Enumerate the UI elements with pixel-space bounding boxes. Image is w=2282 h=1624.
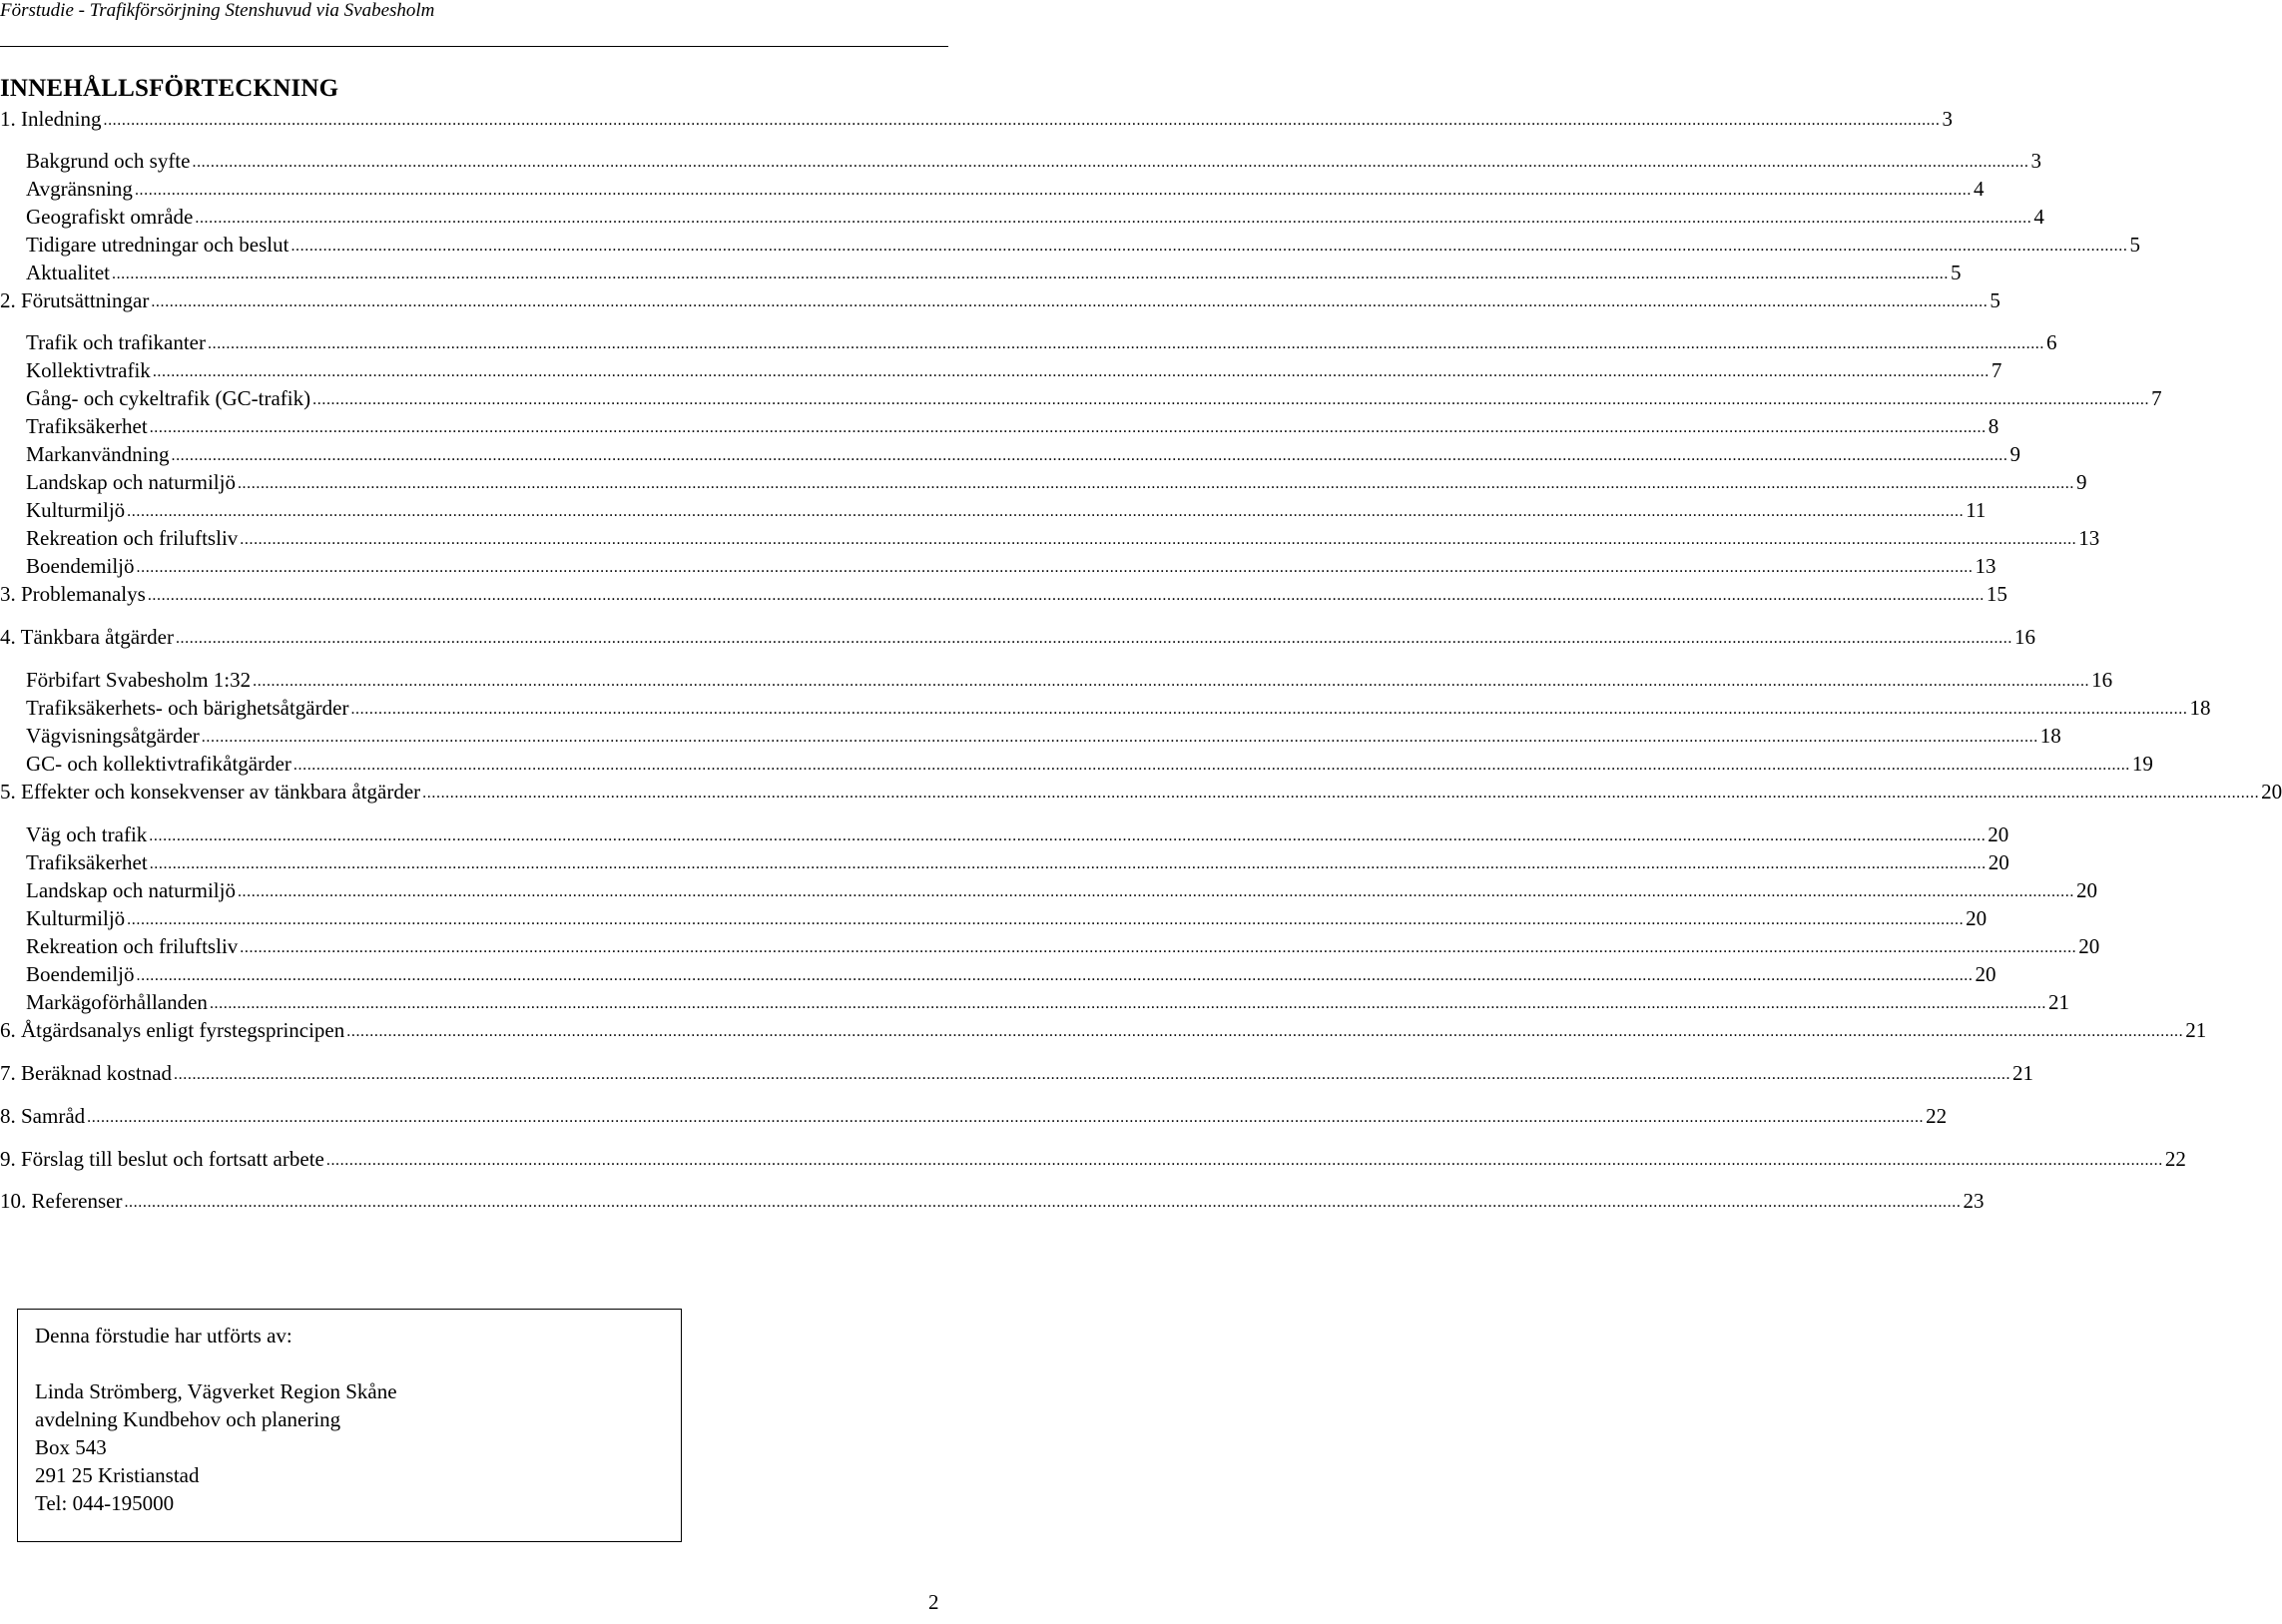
toc-dot-leader: ................................................................................................................................................................................................................................................................................................................................................................................................................ [240,531,2077,548]
toc-dot-leader: ................................................................................................................................................................................................................................................................................................................................................................................................................ [149,827,1987,844]
toc-entry-label: Väg och trafik [26,822,148,846]
toc-entry[interactable] [0,1101,1948,1129]
toc-entry-label: Bakgrund och syfte [26,149,191,173]
toc-entry[interactable] [0,383,2162,411]
toc-entry-label: Trafiksäkerhet [26,414,148,438]
toc-entry-label: 3. Problemanalys [0,582,146,606]
toc-dot-leader: ................................................................................................................................................................................................................................................................................................................................................................................................................ [174,1066,2011,1083]
toc-entry-page: 9 [2075,470,2087,494]
toc-entry-page: 16 [2013,625,2035,649]
toc-entry-label: Förbifart Svabesholm 1:32 [26,668,252,692]
page-number: 2 [928,1590,939,1614]
toc-entry[interactable] [0,439,2020,467]
contact-phone: Tel: 044-195000 [35,1491,175,1515]
toc-dot-leader: ................................................................................................................................................................................................................................................................................................................................................................................................................ [346,1023,2184,1040]
contact-box [17,1309,682,1542]
toc-entry[interactable] [0,875,2097,903]
toc-entry[interactable] [0,523,2100,551]
toc-entry[interactable] [0,285,2000,313]
toc-dot-leader: ................................................................................................................................................................................................................................................................................................................................................................................................................ [127,503,1965,520]
toc-entry-label: Kulturmiljö [26,498,126,522]
toc-entry-page: 21 [2185,1018,2207,1042]
contact-name: Linda Strömberg, Vägverket Region Skåne [35,1379,397,1403]
toc-entry[interactable] [0,931,2100,959]
toc-dot-leader: ................................................................................................................................................................................................................................................................................................................................................................................................................ [136,967,1974,984]
toc-dot-leader: ................................................................................................................................................................................................................................................................................................................................................................................................................ [147,587,1985,604]
toc-entry-label: 5. Effekter och konsekvenser av tänkbara åtgärder [0,780,421,804]
toc-entry[interactable] [0,777,2282,805]
toc-entry-label: 9. Förslag till beslut och fortsatt arbete [0,1147,324,1171]
toc-entry[interactable] [0,847,2009,875]
toc-entry-page: 18 [2189,696,2211,720]
toc-entry[interactable] [0,1144,2186,1172]
toc-entry[interactable] [0,987,2069,1015]
toc-entry-page: 20 [1966,906,1988,930]
toc-dot-leader: ................................................................................................................................................................................................................................................................................................................................................................................................................ [192,154,2029,171]
toc-entry-label: Geografiskt område [26,205,194,229]
toc-dot-leader: ................................................................................................................................................................................................................................................................................................................................................................................................................ [136,559,1974,576]
toc-entry-label: Markägoförhållanden [26,990,208,1014]
toc-entry-label: 1. Inledning [0,107,102,131]
toc-dot-leader: ................................................................................................................................................................................................................................................................................................................................................................................................................ [201,729,2038,746]
toc-dot-leader: ................................................................................................................................................................................................................................................................................................................................................................................................................ [149,855,1987,872]
toc-entry-page: 8 [1988,414,1999,438]
toc-entry-page: 20 [1975,962,1997,986]
toc-entry-page: 5 [1990,288,2000,312]
toc-entry[interactable] [0,104,1953,132]
toc-dot-leader: ................................................................................................................................................................................................................................................................................................................................................................................................................ [171,447,2008,464]
toc-entry[interactable] [0,202,2044,230]
toc-dot-leader: ................................................................................................................................................................................................................................................................................................................................................................................................................ [208,335,2044,352]
contact-box-address: Box 543 [35,1435,107,1459]
toc-dot-leader: ................................................................................................................................................................................................................................................................................................................................................................................................................ [209,995,2046,1012]
toc-dot-leader: ................................................................................................................................................................................................................................................................................................................................................................................................................ [422,785,2260,802]
toc-title: INNEHÅLLSFÖRTECKNING [0,75,339,102]
toc-entry-page: 22 [1926,1104,1948,1128]
toc-entry-page: 3 [1942,107,1953,131]
toc-entry[interactable] [0,146,2041,174]
toc-entry-label: Markanvändning [26,442,170,466]
toc-entry[interactable] [0,819,2009,847]
toc-entry-page: 4 [2033,205,2044,229]
toc-dot-leader: ................................................................................................................................................................................................................................................................................................................................................................................................................ [253,673,2090,690]
toc-entry-label: Trafiksäkerhets- och bärighetsåtgärder [26,696,349,720]
toc-entry-page: 15 [1986,582,2007,606]
toc-entry-page: 7 [1991,358,2002,382]
toc-entry-label: 10. Referenser [0,1189,123,1213]
toc-entry[interactable] [0,327,2057,355]
toc-entry-label: Boendemiljö [26,554,135,578]
toc-entry-page: 20 [2078,934,2100,958]
toc-dot-leader: ................................................................................................................................................................................................................................................................................................................................................................................................................ [149,419,1987,436]
toc-dot-leader: ................................................................................................................................................................................................................................................................................................................................................................................................................ [151,293,1989,310]
toc-entry-page: 4 [1973,177,1985,201]
toc-entry[interactable] [0,579,2007,607]
toc-entry-page: 19 [2131,752,2153,776]
toc-entry[interactable] [0,665,2113,693]
toc-dot-leader: ................................................................................................................................................................................................................................................................................................................................................................................................................ [103,112,1941,129]
running-header: Förstudie - Trafikförsörjning Stenshuvud via Svabesholm [0,0,435,21]
toc-dot-leader: ................................................................................................................................................................................................................................................................................................................................................................................................................ [290,238,2128,255]
contact-heading: Denna förstudie har utförts av: [35,1324,292,1348]
toc-dot-leader: ................................................................................................................................................................................................................................................................................................................................................................................................................ [237,475,2074,492]
toc-entry-page: 21 [2047,990,2069,1014]
header-divider [0,46,948,47]
toc-entry[interactable] [0,1015,2207,1043]
toc-entry[interactable] [0,495,1987,523]
toc-entry-label: 4. Tänkbara åtgärder [0,625,174,649]
contact-postal-address: 291 25 Kristianstad [35,1463,200,1487]
contact-department: avdelning Kundbehov och planering [35,1407,341,1431]
toc-dot-leader: ................................................................................................................................................................................................................................................................................................................................................................................................................ [240,939,2077,956]
toc-dot-leader: ................................................................................................................................................................................................................................................................................................................................................................................................................ [237,883,2074,900]
toc-entry[interactable] [0,959,1997,987]
toc-entry-page: 16 [2091,668,2113,692]
toc-entry-label: Boendemiljö [26,962,135,986]
toc-entry[interactable] [0,355,2002,383]
toc-entry-label: Tidigare utredningar och beslut [26,233,289,257]
toc-entry-page: 13 [2078,526,2100,550]
toc-entry-page: 20 [1988,822,2009,846]
toc-entry-page: 20 [2075,878,2097,902]
toc-entry-page: 20 [1988,850,2009,874]
toc-entry-page: 21 [2012,1061,2034,1085]
toc-entry-page: 11 [1966,498,1987,522]
toc-entry-label: 6. Åtgärdsanalys enligt fyrstegsprincipen [0,1018,345,1042]
toc-entry-label: Kulturmiljö [26,906,126,930]
toc-entry-label: Trafiksäkerhet [26,850,148,874]
toc-entry-label: Landskap och naturmiljö [26,470,236,494]
toc-entry[interactable] [0,903,1988,931]
toc-entry[interactable] [0,551,1997,579]
toc-dot-leader: ................................................................................................................................................................................................................................................................................................................................................................................................................ [127,911,1965,928]
toc-dot-leader: ................................................................................................................................................................................................................................................................................................................................................................................................................ [312,391,2150,408]
toc-entry[interactable] [0,258,1962,285]
toc-entry-page: 9 [2009,442,2020,466]
toc-entry-page: 5 [2129,233,2140,257]
toc-dot-leader: ................................................................................................................................................................................................................................................................................................................................................................................................................ [111,266,1949,282]
toc-entry-page: 18 [2039,724,2061,748]
toc-dot-leader: ................................................................................................................................................................................................................................................................................................................................................................................................................ [292,757,2130,774]
toc-entry-label: Rekreation och friluftsliv [26,526,239,550]
toc-entry[interactable] [0,1186,1985,1214]
toc-entry[interactable] [0,749,2153,777]
toc-entry-label: Aktualitet [26,261,110,284]
toc-dot-leader: ................................................................................................................................................................................................................................................................................................................................................................................................................ [87,1109,1925,1126]
toc-entry-page: 6 [2046,330,2057,354]
toc-entry-page: 20 [2261,780,2282,804]
toc-entry-label: Avgränsning [26,177,133,201]
toc-entry[interactable] [0,1058,2034,1086]
toc-entry-label: Gång- och cykeltrafik (GC-trafik) [26,386,311,410]
toc-entry-page: 22 [2164,1147,2186,1171]
toc-entry[interactable] [0,230,2140,258]
toc-dot-leader: ................................................................................................................................................................................................................................................................................................................................................................................................................ [195,210,2032,227]
toc-dot-leader: ................................................................................................................................................................................................................................................................................................................................................................................................................ [124,1194,1962,1211]
toc-entry-label: Vägvisningsåtgärder [26,724,200,748]
toc-entry-page: 3 [2030,149,2041,173]
toc-dot-leader: ................................................................................................................................................................................................................................................................................................................................................................................................................ [325,1152,2163,1169]
toc-entry[interactable] [0,174,1985,202]
toc-entry-label: 2. Förutsättningar [0,288,150,312]
toc-dot-leader: ................................................................................................................................................................................................................................................................................................................................................................................................................ [350,701,2188,718]
toc-entry-page: 13 [1975,554,1997,578]
toc-entry-page: 5 [1950,261,1962,284]
toc-entry-label: Trafik och trafikanter [26,330,206,354]
toc-entry-label: 8. Samråd [0,1104,86,1128]
toc-entry-label: Landskap och naturmiljö [26,878,236,902]
toc-entry[interactable] [0,411,1999,439]
toc-entry[interactable] [0,622,2035,650]
toc-dot-leader: ................................................................................................................................................................................................................................................................................................................................................................................................................ [134,182,1972,199]
toc-dot-leader: ................................................................................................................................................................................................................................................................................................................................................................................................................ [152,363,1990,380]
toc-entry[interactable] [0,721,2061,749]
toc-entry-label: Rekreation och friluftsliv [26,934,239,958]
toc-entry[interactable] [0,693,2211,721]
toc-entry-page: 23 [1963,1189,1985,1213]
toc-entry-page: 7 [2151,386,2162,410]
toc-entry[interactable] [0,467,2087,495]
toc-entry-label: GC- och kollektivtrafikåtgärder [26,752,291,776]
toc-dot-leader: ................................................................................................................................................................................................................................................................................................................................................................................................................ [175,630,2012,647]
toc-entry-label: Kollektivtrafik [26,358,151,382]
toc-entry-label: 7. Beräknad kostnad [0,1061,173,1085]
